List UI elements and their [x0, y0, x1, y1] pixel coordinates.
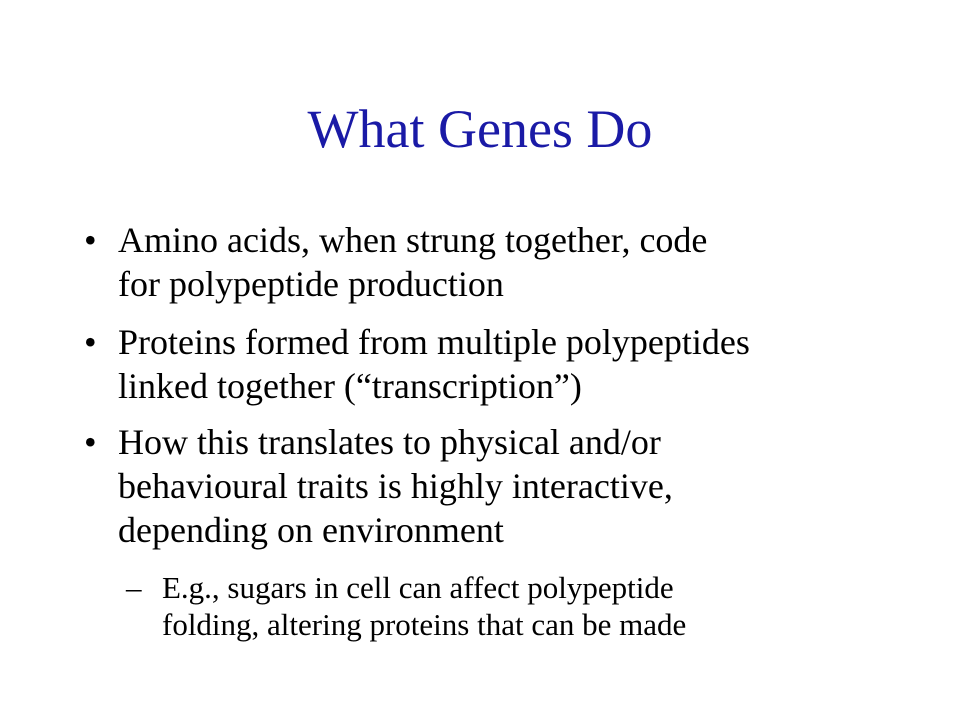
- bullet-line: How this translates to physical and/or: [118, 422, 661, 462]
- bullet-line: linked together (“transcription”): [118, 366, 582, 406]
- bullet-line: for polypeptide production: [118, 264, 504, 304]
- bullet-text: [118, 320, 898, 408]
- sub-bullet-line: folding, altering proteins that can be made: [162, 607, 687, 642]
- bullet-line: behavioural traits is highly interactive,: [118, 466, 673, 506]
- sub-bullet-marker: –: [126, 570, 142, 605]
- bullet-marker: •: [84, 422, 97, 462]
- bullet-line: depending on environment: [118, 510, 504, 550]
- sub-bullet-line: E.g., sugars in cell can affect polypeptide: [162, 570, 674, 605]
- bullet-line: Proteins formed from multiple polypeptides: [118, 322, 750, 362]
- bullet-text: [118, 420, 898, 552]
- bullet-marker: •: [84, 322, 97, 362]
- bullet-text: [118, 218, 898, 306]
- slide-title: What Genes Do: [307, 99, 653, 159]
- bullet-line: Amino acids, when strung together, code: [118, 220, 708, 260]
- sub-bullet-text: [162, 569, 882, 643]
- bullet-marker: •: [84, 220, 97, 260]
